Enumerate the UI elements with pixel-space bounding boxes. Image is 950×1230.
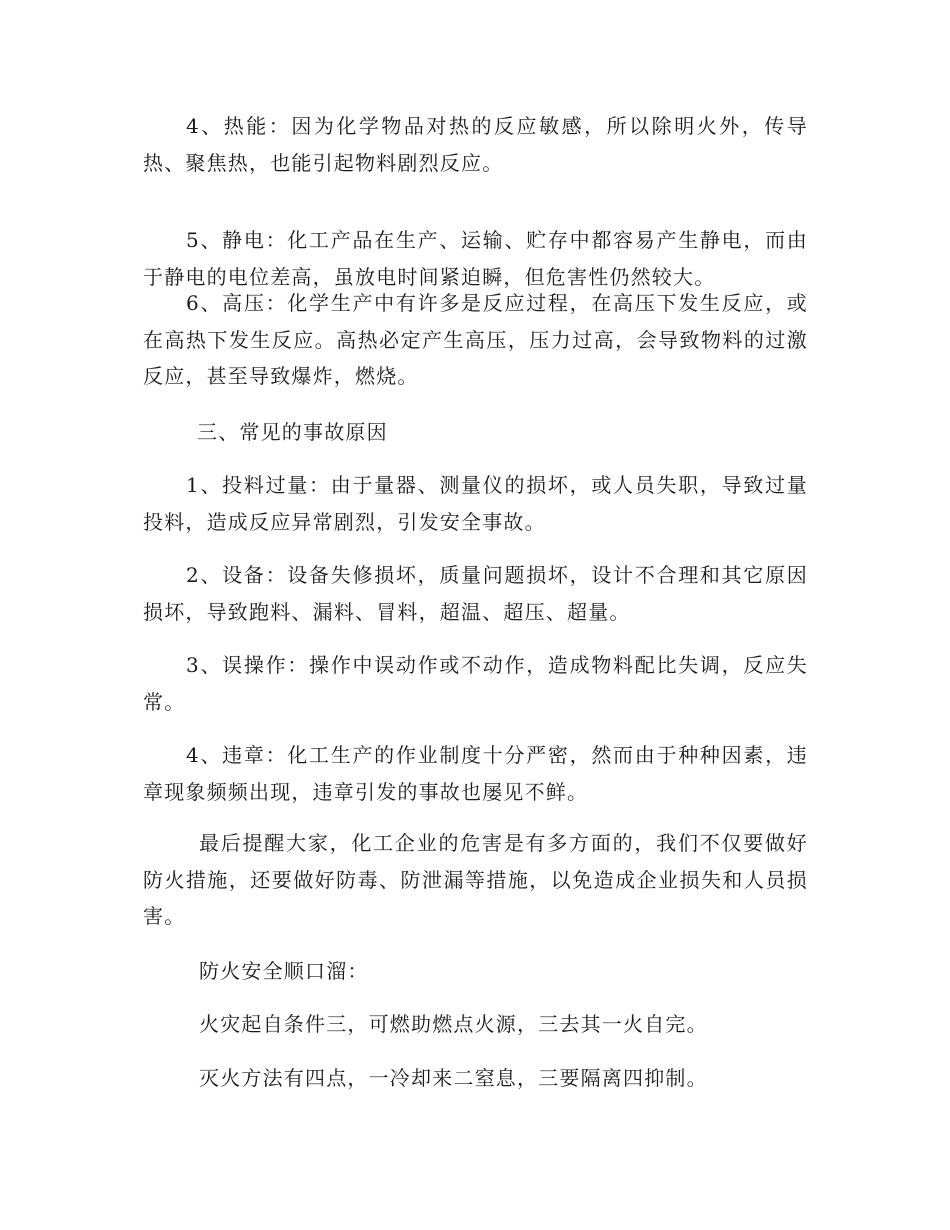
paragraph-static-electricity: 5、静电：化工产品在生产、运输、贮存中都容易产生静电，而由于静电的电位差高，虽放电时间紧迫瞬，但危害性仍然较大。 (143, 228, 808, 289)
rhyme-line-1: 火灾起自条件三，可燃助燃点火源，三去其一火自完。 (199, 1012, 708, 1036)
paragraph-heat-energy: 4、热能：因为化学物品对热的反应敏感，所以除明火外，传导热、聚焦热，也能引起物料剧烈反应。 (143, 114, 808, 175)
paragraph-violations: 4、违章：化工生产的作业制度十分严密，然而由于种种因素，违章现象频频出现，违章引发的事故也屡见不鲜。 (143, 743, 808, 804)
paragraph-overfeeding: 1、投料过量：由于量器、测量仪的损坏，或人员失职，导致过量投料，造成反应异常剧烈，引发安全事故。 (143, 473, 808, 534)
rhyme-title: 防火安全顺口溜： (199, 959, 369, 983)
rhyme-line-2: 灭火方法有四点，一冷却来二窒息，三要隔离四抑制。 (199, 1066, 708, 1090)
paragraph-equipment: 2、设备：设备失修损坏，质量问题损坏，设计不合理和其它原因损坏，导致跑料、漏料、冒料，超温、超压、超量。 (143, 563, 808, 624)
paragraph-misoperation: 3、误操作：操作中误动作或不动作，造成物料配比失调，反应失常。 (143, 653, 808, 714)
section-heading-accident-causes: 三、常见的事故原因 (197, 420, 388, 444)
paragraph-high-pressure: 6、高压：化学生产中有许多是反应过程，在高压下发生反应，或在高热下发生反应。高热必定产生高压，压力过高，会导致物料的过激反应，甚至导致爆炸，燃烧。 (143, 291, 808, 388)
paragraph-closing-reminder: 最后提醒大家，化工企业的危害是有多方面的，我们不仅要做好防火措施，还要做好防毒、防泄漏等措施，以免造成企业损失和人员损害。 (143, 831, 808, 928)
